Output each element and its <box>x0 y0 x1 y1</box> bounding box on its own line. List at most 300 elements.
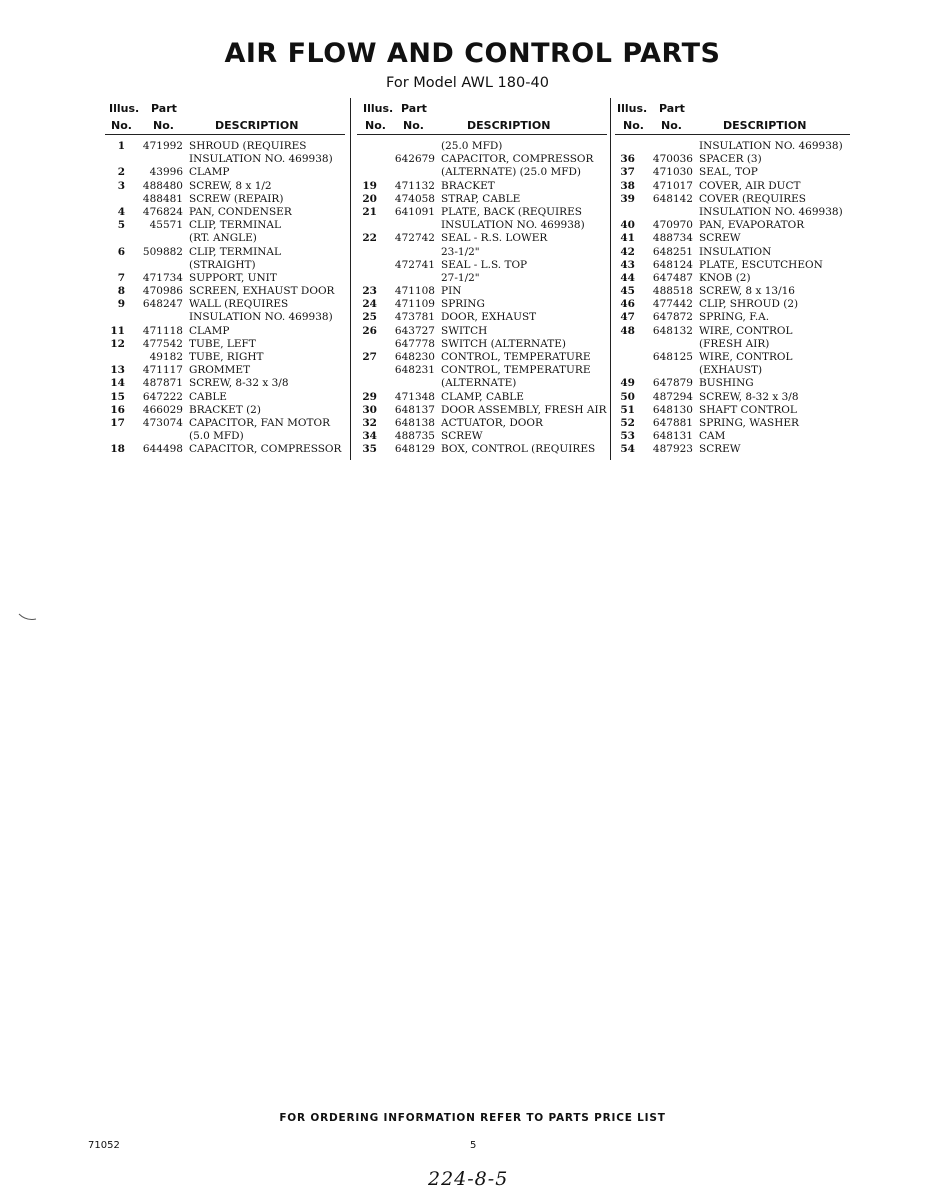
part-row <box>357 153 607 166</box>
part-description: CONTROL, TEMPERATURE <box>441 351 591 363</box>
part-description: SCREW (REPAIR) <box>189 192 284 205</box>
description-header: DESCRIPTION <box>723 119 807 132</box>
illus-number: 34 <box>362 430 377 443</box>
illus-number: 11 <box>110 324 125 337</box>
part-description: CLIP, SHROUD (2) <box>699 298 799 311</box>
ordering-note: FOR ORDERING INFORMATION REFER TO PARTS PRICE LIST <box>279 1112 666 1124</box>
illus-number: 18 <box>110 443 125 456</box>
part-description: CLIP, TERMINAL <box>189 245 281 258</box>
part-row <box>105 153 345 166</box>
part-row <box>105 259 345 272</box>
part-row <box>357 272 607 285</box>
illus-number <box>105 430 125 443</box>
column-header <box>357 100 607 136</box>
part-row <box>105 180 345 193</box>
part-number: 641091 <box>394 205 435 218</box>
part-description: SCREW <box>699 232 741 245</box>
parts-column-3 <box>615 100 850 457</box>
illus-number: 20 <box>362 192 377 205</box>
illus-number: 25 <box>362 311 377 324</box>
part-number: 473074 <box>142 416 183 429</box>
illus-number: 53 <box>620 430 635 443</box>
illus-number: 1 <box>117 140 125 152</box>
part-description: CAPACITOR, COMPRESSOR <box>441 153 594 166</box>
part-description: 27-1/2" <box>441 271 480 284</box>
illus-number: 47 <box>620 311 635 324</box>
illus-number <box>615 140 635 153</box>
part-row <box>615 180 850 193</box>
part-row <box>615 285 850 298</box>
illus-number: 32 <box>362 416 377 429</box>
part-description: DOOR ASSEMBLY, FRESH AIR <box>441 403 607 416</box>
part-number: 647487 <box>652 271 693 284</box>
illus-number: 44 <box>620 271 635 284</box>
illus-header: Illus. <box>109 102 140 115</box>
part-number: 49182 <box>149 351 183 363</box>
part-row <box>105 166 345 179</box>
part-number <box>635 338 699 351</box>
column-divider <box>350 98 351 460</box>
part-description: KNOB (2) <box>699 271 751 284</box>
part-row <box>615 272 850 285</box>
part-number <box>377 140 441 153</box>
part-row <box>105 417 345 430</box>
part-row <box>615 259 850 272</box>
no-header: No. <box>111 119 132 132</box>
part-row <box>105 246 345 259</box>
part-number: 487294 <box>652 390 693 403</box>
part-description: COVER (REQUIRES <box>699 192 806 205</box>
illus-number <box>105 351 125 364</box>
part-row <box>615 443 850 456</box>
part-description: INSULATION NO. 469938) <box>699 140 843 152</box>
part-no-header: No. <box>153 119 174 132</box>
part-row <box>615 351 850 364</box>
part-row <box>357 417 607 430</box>
part-number: 642679 <box>394 153 435 166</box>
illus-number: 3 <box>117 179 125 192</box>
part-row <box>615 246 850 259</box>
illus-number: 24 <box>362 298 377 311</box>
illus-number <box>357 219 377 232</box>
header-rule <box>105 134 345 135</box>
part-description: (5.0 MFD) <box>189 430 244 443</box>
part-row <box>615 311 850 324</box>
part-row <box>357 443 607 456</box>
part-row <box>615 219 850 232</box>
illus-number: 37 <box>620 166 635 179</box>
part-number: 648124 <box>652 258 693 271</box>
part-number: 470970 <box>652 219 693 232</box>
part-row <box>105 232 345 245</box>
part-number <box>635 364 699 377</box>
part-row <box>615 232 850 245</box>
part-row <box>357 180 607 193</box>
part-description: PLATE, ESCUTCHEON <box>699 258 823 271</box>
part-number: 648129 <box>394 443 435 456</box>
illus-number: 52 <box>620 416 635 429</box>
part-number: 477542 <box>142 337 183 350</box>
part-row <box>357 140 607 153</box>
part-description: GROMMET <box>189 364 251 377</box>
part-description: CAM <box>699 430 726 443</box>
part-number: 648137 <box>394 403 435 416</box>
part-number: 471030 <box>652 166 693 179</box>
illus-number <box>357 166 377 179</box>
part-header: Part <box>659 102 685 115</box>
part-description: PIN <box>441 285 462 298</box>
parts-rows <box>105 140 345 457</box>
part-row <box>105 140 345 153</box>
illus-number: 6 <box>117 245 125 258</box>
part-description: PLATE, BACK (REQUIRES <box>441 205 582 218</box>
part-row <box>615 166 850 179</box>
description-header: DESCRIPTION <box>215 119 299 132</box>
illus-number: 29 <box>362 390 377 403</box>
illus-number: 51 <box>620 403 635 416</box>
illus-number: 39 <box>620 192 635 205</box>
handwritten-note: 224-8-5 <box>428 1168 509 1190</box>
illus-number: 35 <box>362 443 377 456</box>
illus-number: 36 <box>620 153 635 166</box>
part-description: ACTUATOR, DOOR <box>441 416 543 429</box>
illus-number: 46 <box>620 298 635 311</box>
part-number <box>377 166 441 179</box>
part-description: SEAL - R.S. LOWER <box>441 232 548 245</box>
part-description: SCREW, 8-32 x 3/8 <box>699 390 799 403</box>
part-number: 648231 <box>394 364 435 377</box>
illus-number: 27 <box>362 351 377 363</box>
part-description: BOX, CONTROL (REQUIRES <box>441 443 596 456</box>
part-number <box>125 232 189 245</box>
part-row <box>357 430 607 443</box>
part-row <box>105 338 345 351</box>
illus-number: 26 <box>362 324 377 337</box>
part-row <box>105 298 345 311</box>
part-description: STRAP, CABLE <box>441 192 521 205</box>
part-row <box>105 391 345 404</box>
parts-rows <box>615 140 850 457</box>
part-number: 471992 <box>142 140 183 152</box>
part-number: 648230 <box>394 351 435 363</box>
part-no-header: No. <box>661 119 682 132</box>
illus-number: 48 <box>620 324 635 337</box>
part-number: 470036 <box>652 153 693 166</box>
part-row <box>357 259 607 272</box>
part-description: CAPACITOR, FAN MOTOR <box>189 416 331 429</box>
part-row <box>357 311 607 324</box>
part-description: PAN, EVAPORATOR <box>699 219 805 232</box>
part-number: 643727 <box>394 324 435 337</box>
illus-number <box>105 259 125 272</box>
illus-number: 19 <box>362 179 377 192</box>
no-header: No. <box>365 119 386 132</box>
part-description: (RT. ANGLE) <box>189 232 257 245</box>
illus-number: 12 <box>110 337 125 350</box>
part-number <box>125 153 189 166</box>
part-description: WIRE, CONTROL <box>699 324 793 337</box>
part-description: SPACER (3) <box>699 153 762 166</box>
illus-number <box>615 338 635 351</box>
illus-number <box>357 153 377 166</box>
part-number: 477442 <box>652 298 693 311</box>
illus-number <box>105 311 125 324</box>
part-number: 488480 <box>142 179 183 192</box>
part-row <box>105 311 345 324</box>
part-number: 647881 <box>652 416 693 429</box>
part-description: WIRE, CONTROL <box>699 351 793 363</box>
header-rule <box>615 134 850 135</box>
part-row <box>357 193 607 206</box>
part-number: 648132 <box>652 324 693 337</box>
part-number: 474058 <box>394 192 435 205</box>
part-description: SCREW <box>441 430 483 443</box>
part-number <box>635 140 699 153</box>
illus-number: 38 <box>620 179 635 192</box>
illus-number: 15 <box>110 390 125 403</box>
part-header: Part <box>151 102 177 115</box>
part-row <box>615 391 850 404</box>
illus-number: 49 <box>620 377 635 390</box>
part-description: TUBE, LEFT <box>189 337 256 350</box>
part-row <box>357 338 607 351</box>
part-description: (STRAIGHT) <box>189 258 256 271</box>
part-row <box>357 404 607 417</box>
illus-number <box>357 246 377 259</box>
part-number: 509882 <box>142 245 183 258</box>
description-header: DESCRIPTION <box>467 119 551 132</box>
part-number: 648125 <box>652 351 693 363</box>
part-number: 472741 <box>394 258 435 271</box>
illus-number <box>357 140 377 153</box>
part-description: (ALTERNATE) <box>441 377 517 390</box>
part-row <box>615 206 850 219</box>
model-subtitle: For Model AWL 180-40 <box>386 75 549 91</box>
part-number <box>125 430 189 443</box>
illus-number: 17 <box>110 416 125 429</box>
illus-number: 16 <box>110 403 125 416</box>
illus-number: 23 <box>362 285 377 298</box>
part-number: 648247 <box>142 298 183 311</box>
part-description: INSULATION NO. 469938) <box>189 153 333 166</box>
illus-number <box>615 206 635 219</box>
part-row <box>105 206 345 219</box>
part-description: CLAMP, CABLE <box>441 390 524 403</box>
part-number: 476824 <box>142 205 183 218</box>
part-row <box>357 206 607 219</box>
part-row <box>105 364 345 377</box>
part-row <box>357 246 607 259</box>
illus-number: 7 <box>117 271 125 284</box>
part-row <box>615 153 850 166</box>
illus-number <box>105 153 125 166</box>
part-number: 487923 <box>652 443 693 456</box>
illus-number: 9 <box>117 298 125 311</box>
part-row <box>357 285 607 298</box>
column-header <box>105 100 345 136</box>
parts-column-2 <box>357 100 607 457</box>
part-description: SCREW, 8 x 1/2 <box>189 179 272 192</box>
part-row <box>615 325 850 338</box>
part-description: TUBE, RIGHT <box>189 351 264 363</box>
parts-column-1 <box>105 100 345 457</box>
part-description: BUSHING <box>699 377 754 390</box>
part-description: SHAFT CONTROL <box>699 403 797 416</box>
part-description: SCREW, 8-32 x 3/8 <box>189 377 289 390</box>
part-row <box>615 404 850 417</box>
part-header: Part <box>401 102 427 115</box>
part-number: 644498 <box>142 443 183 456</box>
part-row <box>105 351 345 364</box>
part-description: CLIP, TERMINAL <box>189 219 281 232</box>
part-number: 648142 <box>652 192 693 205</box>
part-description: CONTROL, TEMPERATURE <box>441 364 591 377</box>
illus-number: 40 <box>620 219 635 232</box>
part-row <box>105 430 345 443</box>
part-number: 488735 <box>394 430 435 443</box>
part-description: CAPACITOR, COMPRESSOR <box>189 443 342 456</box>
part-row <box>357 377 607 390</box>
illus-number: 45 <box>620 285 635 298</box>
part-row <box>615 338 850 351</box>
document-id: 71052 <box>88 1140 120 1151</box>
part-row <box>615 364 850 377</box>
part-row <box>105 404 345 417</box>
part-number: 487871 <box>142 377 183 390</box>
part-number <box>125 259 189 272</box>
part-row <box>357 166 607 179</box>
part-number: 471348 <box>394 390 435 403</box>
part-description: INSULATION <box>699 245 772 258</box>
part-number <box>377 219 441 232</box>
illus-number <box>615 351 635 364</box>
part-description: BRACKET <box>441 179 495 192</box>
illus-number: 8 <box>117 285 125 298</box>
illus-number: 30 <box>362 403 377 416</box>
part-description: SCREEN, EXHAUST DOOR <box>189 285 335 298</box>
part-description: SCREW, 8 x 13/16 <box>699 285 795 298</box>
illus-number <box>105 232 125 245</box>
illus-number: 21 <box>362 205 377 218</box>
illus-number: 41 <box>620 232 635 245</box>
part-row <box>357 364 607 377</box>
illus-number <box>105 193 125 206</box>
part-row <box>105 443 345 456</box>
part-number: 471132 <box>394 179 435 192</box>
part-number <box>377 272 441 285</box>
part-number: 43996 <box>149 166 183 179</box>
part-description: CABLE <box>189 390 227 403</box>
part-row <box>105 272 345 285</box>
part-row <box>105 219 345 232</box>
part-number: 648131 <box>652 430 693 443</box>
part-description: DOOR, EXHAUST <box>441 311 537 324</box>
illus-number <box>357 272 377 285</box>
part-row <box>105 285 345 298</box>
illus-number: 42 <box>620 245 635 258</box>
part-number: 472742 <box>394 232 435 245</box>
part-description: (FRESH AIR) <box>699 337 770 350</box>
part-number <box>125 311 189 324</box>
part-number: 647872 <box>652 311 693 324</box>
part-row <box>357 298 607 311</box>
part-description: (ALTERNATE) (25.0 MFD) <box>441 166 582 179</box>
part-row <box>615 430 850 443</box>
part-description: SEAL - L.S. TOP <box>441 258 528 271</box>
part-description: BRACKET (2) <box>189 403 261 416</box>
part-number: 471017 <box>652 179 693 192</box>
illus-number <box>615 364 635 377</box>
part-no-header: No. <box>403 119 424 132</box>
part-number <box>377 377 441 390</box>
illus-number: 50 <box>620 390 635 403</box>
part-number: 466029 <box>142 403 183 416</box>
part-description: INSULATION NO. 469938) <box>441 219 585 232</box>
header-rule <box>357 134 607 135</box>
part-row <box>615 140 850 153</box>
column-header <box>615 100 850 136</box>
part-number: 471118 <box>142 324 183 337</box>
illus-number: 2 <box>117 166 125 179</box>
part-description: SWITCH <box>441 324 488 337</box>
part-description: WALL (REQUIRES <box>189 298 289 311</box>
part-description: INSULATION NO. 469938) <box>189 311 333 324</box>
part-number: 473781 <box>394 311 435 324</box>
part-number: 647778 <box>394 337 435 350</box>
part-row <box>357 351 607 364</box>
part-description: (25.0 MFD) <box>441 140 503 152</box>
part-description: SPRING, F.A. <box>699 311 770 324</box>
part-number: 648130 <box>652 403 693 416</box>
page-number: 5 <box>470 1140 477 1151</box>
part-description: PAN, CONDENSER <box>189 205 292 218</box>
parts-rows <box>357 140 607 457</box>
part-row <box>105 377 345 390</box>
illus-number <box>357 259 377 272</box>
part-row <box>615 417 850 430</box>
part-row <box>105 193 345 206</box>
part-row <box>357 232 607 245</box>
illus-number: 14 <box>110 377 125 390</box>
part-number: 471117 <box>142 364 183 377</box>
part-row <box>357 219 607 232</box>
illus-number: 54 <box>620 443 635 456</box>
illus-number <box>357 364 377 377</box>
illus-number: 43 <box>620 258 635 271</box>
part-row <box>615 298 850 311</box>
part-number: 470986 <box>142 285 183 298</box>
part-description: CLAMP <box>189 324 230 337</box>
part-description: (EXHAUST) <box>699 364 763 377</box>
illus-number: 4 <box>117 205 125 218</box>
part-number: 488518 <box>652 285 693 298</box>
part-number: 648251 <box>652 245 693 258</box>
part-description: 23-1/2" <box>441 245 480 258</box>
part-description: SHROUD (REQUIRES <box>189 140 307 152</box>
part-description: SWITCH (ALTERNATE) <box>441 337 566 350</box>
part-row <box>357 325 607 338</box>
illus-number <box>357 338 377 351</box>
scan-mark <box>18 612 40 622</box>
part-number: 45571 <box>149 219 183 232</box>
part-number: 471108 <box>394 285 435 298</box>
page-title: AIR FLOW AND CONTROL PARTS <box>224 38 721 69</box>
part-description: COVER, AIR DUCT <box>699 179 801 192</box>
part-row <box>357 391 607 404</box>
illus-header: Illus. <box>363 102 394 115</box>
part-number <box>635 206 699 219</box>
part-description: CLAMP <box>189 166 230 179</box>
